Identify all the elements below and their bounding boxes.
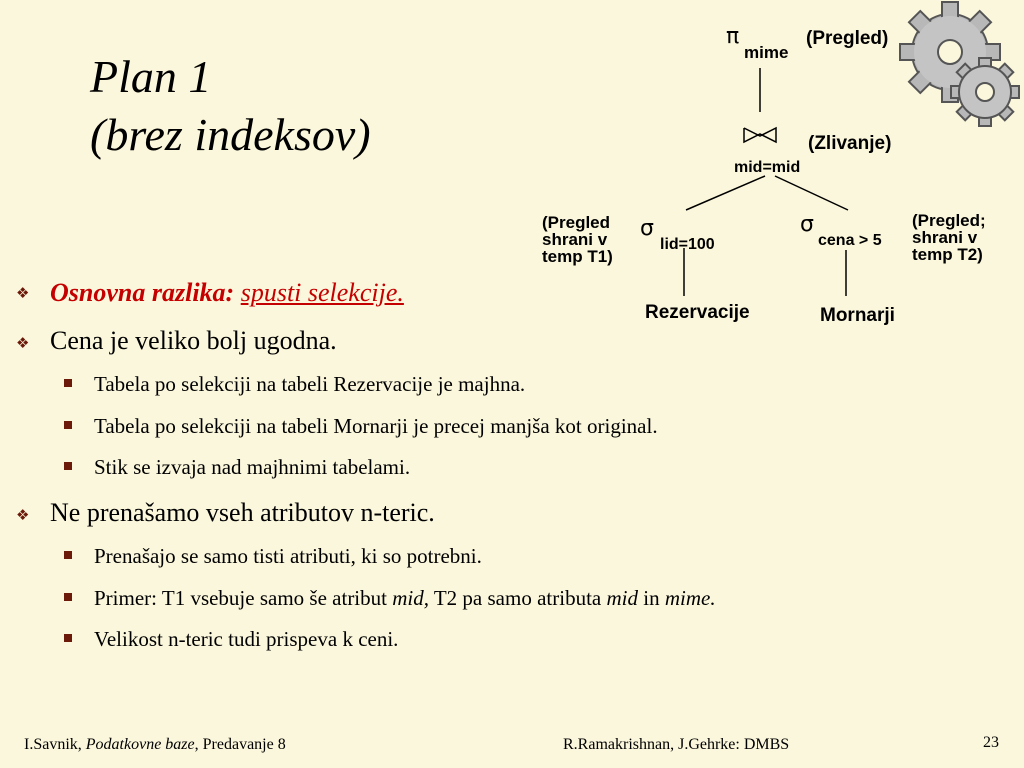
- sub-bullet: Stik se izvaja nad majhnimi tabelami.: [94, 455, 411, 479]
- bullet-square-icon: [64, 593, 72, 601]
- title-line-1: Plan 1: [90, 51, 212, 102]
- sigma-symbol-right: σ: [800, 212, 814, 237]
- bullet-cena: Cena je veliko bolj ugodna.: [50, 326, 337, 355]
- page-number: 23: [983, 734, 999, 751]
- bullet-diamond-icon: ❖: [16, 506, 30, 524]
- left-note-line: shrani v: [542, 230, 608, 249]
- projection-note: (Pregled): [806, 28, 889, 49]
- join-condition: mid=mid: [734, 159, 801, 176]
- bullet-diamond-icon: ❖: [16, 284, 30, 302]
- footer-left: [24, 736, 286, 754]
- right-selection-note: [912, 212, 986, 263]
- right-note-line: temp T2): [912, 245, 983, 264]
- sub-bullet: Tabela po selekciji na tabeli Rezervacije je majhna.: [94, 372, 526, 396]
- projection-node: [726, 24, 739, 49]
- join-note: (Zlivanje): [808, 133, 892, 154]
- right-note-line: (Pregled;: [912, 211, 986, 230]
- left-table-label: Rezervacije: [645, 302, 750, 323]
- title-line-2: (brez indeksov): [90, 109, 371, 160]
- footer-course: Podatkovne baze: [85, 736, 195, 753]
- text-run-italic: mime.: [664, 586, 716, 610]
- right-table-label: Mornarji: [820, 305, 895, 326]
- right-selection-cond: cena > 5: [818, 232, 882, 249]
- join-symbol-icon: [744, 128, 776, 142]
- bullet-square-icon: [64, 379, 72, 387]
- text-run: Primer: T1 vsebuje samo še atribut: [94, 586, 393, 610]
- text-run-italic: mid: [606, 586, 638, 610]
- bullet-diamond-icon: ❖: [16, 334, 30, 352]
- sub-bullet: Velikost n-teric tudi prispeva k ceni.: [94, 627, 399, 651]
- left-note-line: temp T1): [542, 247, 613, 266]
- right-note-line: shrani v: [912, 228, 978, 247]
- footer-lecture: , Predavanje 8: [194, 736, 286, 753]
- sub-bullet-primer: [94, 585, 716, 611]
- bullet-osnovna-razlika: [50, 278, 404, 308]
- sub-bullet: Prenašajo se samo tisti atributi, ki so potrebni.: [94, 544, 482, 568]
- gear-small-icon: [951, 58, 1019, 126]
- footer-author: I.Savnik,: [24, 736, 86, 753]
- bullet-ne-prenasamo: Ne prenašamo vseh atributov n-teric.: [50, 498, 435, 527]
- bullet-square-icon: [64, 462, 72, 470]
- bullet-square-icon: [64, 551, 72, 559]
- sub-bullet: Tabela po selekciji na tabeli Mornarji je precej manjša kot original.: [94, 414, 658, 438]
- projection-attr: mime: [744, 43, 789, 62]
- text-run: in: [637, 586, 665, 610]
- footer-right: R.Ramakrishnan, J.Gehrke: DMBS: [563, 736, 790, 753]
- bullet-square-icon: [64, 634, 72, 642]
- sigma-symbol-left: σ: [640, 216, 654, 241]
- left-selection-note: [542, 214, 613, 265]
- bullet-square-icon: [64, 421, 72, 429]
- left-selection-cond: lid=100: [660, 236, 715, 253]
- bullet-link[interactable]: spusti selekcije.: [240, 278, 404, 307]
- pi-symbol: π: [726, 24, 740, 49]
- left-note-line: (Pregled: [542, 213, 611, 232]
- text-run-italic: mid,: [392, 586, 429, 610]
- bullet-label: Osnovna razlika:: [50, 278, 235, 307]
- text-run: T2 pa samo atributa: [428, 586, 607, 610]
